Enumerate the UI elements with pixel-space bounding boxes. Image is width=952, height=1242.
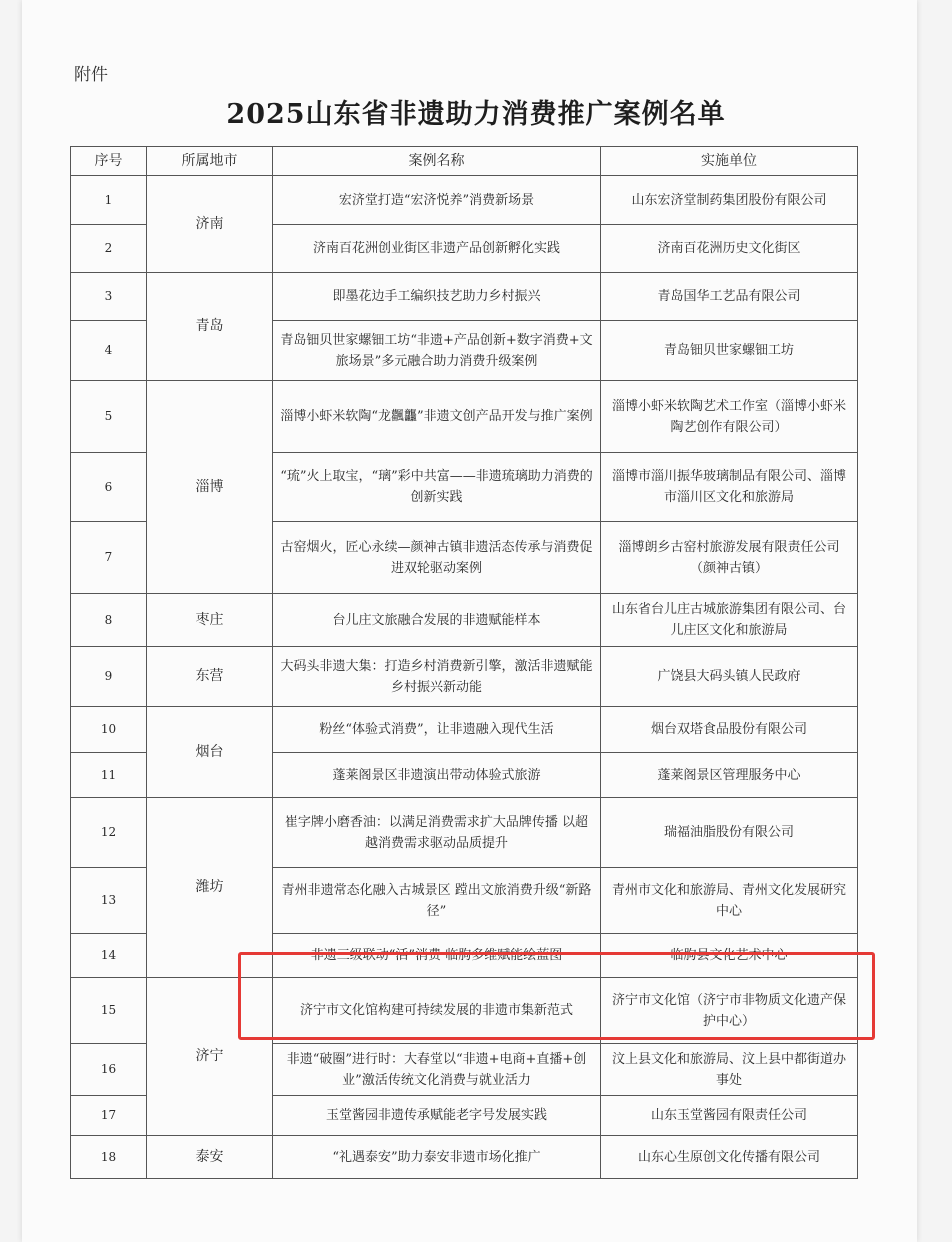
- case-name-cell: 非遗三级联动“活”消费 临朐多维赋能绘蓝图: [273, 934, 601, 978]
- unit-cell: 蓬莱阁景区管理服务中心: [601, 753, 858, 798]
- table-row: [71, 978, 858, 1044]
- row-seq: 5: [71, 381, 147, 453]
- case-list-table: [70, 146, 858, 1179]
- unit-cell: 广饶县大码头镇人民政府: [601, 647, 858, 707]
- case-name-cell: 济南百花洲创业街区非遗产品创新孵化实践: [273, 225, 601, 273]
- unit-cell: 济宁市文化馆（济宁市非物质文化遗产保护中心）: [601, 978, 858, 1044]
- table-row: [71, 594, 858, 647]
- case-name-cell: 蓬莱阁景区非遗演出带动体验式旅游: [273, 753, 601, 798]
- unit-cell: 青岛国华工艺品有限公司: [601, 273, 858, 321]
- case-name-cell: 古窑烟火，匠心永续—颜神古镇非遗活态传承与消费促进双轮驱动案例: [273, 522, 601, 594]
- row-seq: 3: [71, 273, 147, 321]
- unit-cell: 瑞福油脂股份有限公司: [601, 798, 858, 868]
- row-seq: 11: [71, 753, 147, 798]
- case-name-cell: 非遗“破圈”进行时：大春堂以“非遗+电商+直播+创业”激活传统文化消费与就业活力: [273, 1044, 601, 1096]
- header-seq: 序号: [71, 147, 147, 176]
- document-title: 2025山东省非遗助力消费推广案例名单: [226, 99, 726, 130]
- case-name-cell: 济宁市文化馆构建可持续发展的非遗市集新范式: [273, 978, 601, 1044]
- unit-cell: 淄博市淄川振华玻璃制品有限公司、淄博市淄川区文化和旅游局: [601, 453, 858, 522]
- case-name-cell: 青州非遗常态化融入古城景区 蹚出文旅消费升级“新路径”: [273, 868, 601, 934]
- header-city: 所属地市: [147, 147, 273, 176]
- row-seq: 6: [71, 453, 147, 522]
- row-seq: 1: [71, 176, 147, 225]
- unit-cell: 淄博朗乡古窑村旅游发展有限责任公司（颜神古镇）: [601, 522, 858, 594]
- case-name-cell: 粉丝“体验式消费”，让非遗融入现代生活: [273, 707, 601, 753]
- row-seq: 8: [71, 594, 147, 647]
- city-cell: 烟台: [147, 707, 273, 798]
- case-name-cell: “礼遇泰安”助力泰安非遗市场化推广: [273, 1136, 601, 1179]
- case-name-cell: 台儿庄文旅融合发展的非遗赋能样本: [273, 594, 601, 647]
- table-row: [71, 798, 858, 868]
- unit-cell: 济南百花洲历史文化街区: [601, 225, 858, 273]
- city-cell: 济南: [147, 176, 273, 273]
- case-name-cell: 宏济堂打造“宏济悦养”消费新场景: [273, 176, 601, 225]
- row-seq: 4: [71, 321, 147, 381]
- table-row: [71, 273, 858, 321]
- row-seq: 16: [71, 1044, 147, 1096]
- unit-cell: 山东玉堂酱园有限责任公司: [601, 1096, 858, 1136]
- case-name-cell: 玉堂酱园非遗传承赋能老字号发展实践: [273, 1096, 601, 1136]
- table-header-row: [71, 147, 858, 176]
- unit-cell: 汶上县文化和旅游局、汶上县中都街道办事处: [601, 1044, 858, 1096]
- city-cell: 济宁: [147, 978, 273, 1136]
- city-cell: 青岛: [147, 273, 273, 381]
- case-name-cell: “琉”火上取宝，“璃”彩中共富——非遗琉璃助力消费的创新实践: [273, 453, 601, 522]
- row-seq: 2: [71, 225, 147, 273]
- unit-cell: 烟台双塔食品股份有限公司: [601, 707, 858, 753]
- table-row: [71, 647, 858, 707]
- attachment-label: 附件: [74, 65, 108, 85]
- row-seq: 10: [71, 707, 147, 753]
- city-cell: 潍坊: [147, 798, 273, 978]
- case-name-cell: 青岛钿贝世家螺钿工坊“非遗+产品创新+数字消费+文旅场景”多元融合助力消费升级案例: [273, 321, 601, 381]
- case-name-cell: 淄博小虾米软陶“龙飌龘”非遗文创产品开发与推广案例: [273, 381, 601, 453]
- unit-cell: 淄博小虾米软陶艺术工作室（淄博小虾米陶艺创作有限公司）: [601, 381, 858, 453]
- row-seq: 15: [71, 978, 147, 1044]
- case-name-cell: 即墨花边手工编织技艺助力乡村振兴: [273, 273, 601, 321]
- unit-cell: 山东心生原创文化传播有限公司: [601, 1136, 858, 1179]
- row-seq: 7: [71, 522, 147, 594]
- row-seq: 17: [71, 1096, 147, 1136]
- unit-cell: 山东宏济堂制药集团股份有限公司: [601, 176, 858, 225]
- unit-cell: 山东省台儿庄古城旅游集团有限公司、台儿庄区文化和旅游局: [601, 594, 858, 647]
- row-seq: 12: [71, 798, 147, 868]
- city-cell: 淄博: [147, 381, 273, 594]
- unit-cell: 青岛钿贝世家螺钿工坊: [601, 321, 858, 381]
- table-row: [71, 1136, 858, 1179]
- unit-cell: 临朐县文化艺术中心: [601, 934, 858, 978]
- table-row: [71, 381, 858, 453]
- city-cell: 东营: [147, 647, 273, 707]
- city-cell: 泰安: [147, 1136, 273, 1179]
- case-name-cell: 大码头非遗大集：打造乡村消费新引擎，激活非遗赋能乡村振兴新动能: [273, 647, 601, 707]
- unit-cell: 青州市文化和旅游局、青州文化发展研究中心: [601, 868, 858, 934]
- row-seq: 14: [71, 934, 147, 978]
- table-row: [71, 176, 858, 225]
- city-cell: 枣庄: [147, 594, 273, 647]
- row-seq: 9: [71, 647, 147, 707]
- header-unit: 实施单位: [601, 147, 858, 176]
- case-name-cell: 崔字牌小磨香油：以满足消费需求扩大品牌传播 以超越消费需求驱动品质提升: [273, 798, 601, 868]
- header-case-name: 案例名称: [273, 147, 601, 176]
- row-seq: 18: [71, 1136, 147, 1179]
- row-seq: 13: [71, 868, 147, 934]
- table-row: [71, 707, 858, 753]
